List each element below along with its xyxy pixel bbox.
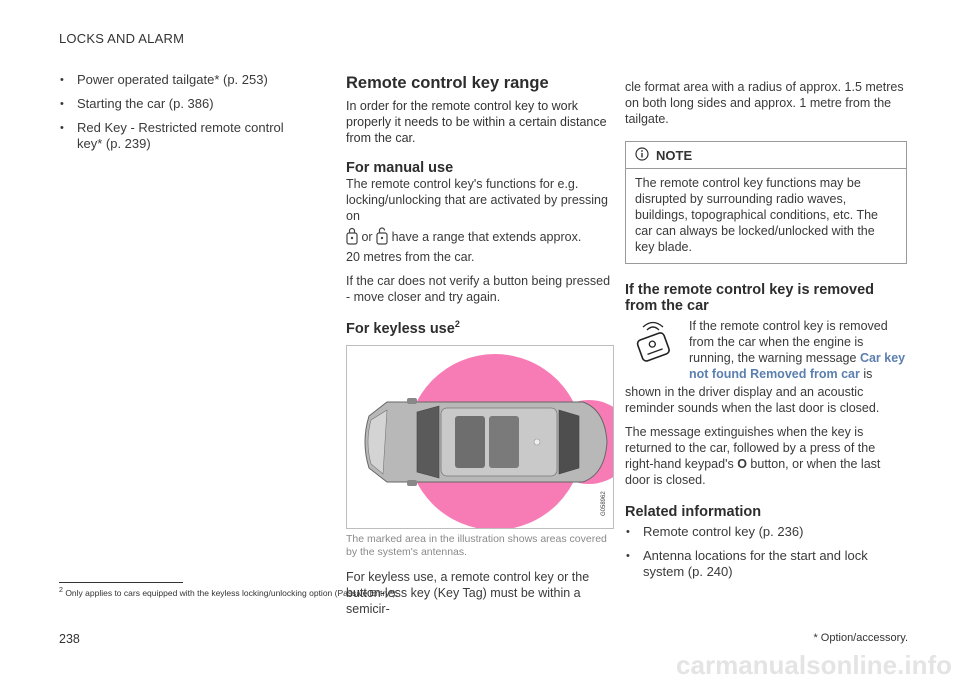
option-accessory-note: * Option/accessory. [813,632,908,644]
list-item[interactable]: • Power operated tailgate* (p. 253) [59,72,309,88]
removed-is-text: is [863,367,873,381]
removed-block [625,318,907,382]
footnote-text: Only applies to cars equipped with the keyless locking/unlocking option (Passive Entry*). [65,587,398,598]
related-info-list [625,524,907,580]
list-item[interactable]: • Remote control key (p. 236) [625,524,907,540]
range-text: have a range that extends approx. [391,230,582,244]
info-icon [635,147,649,164]
footnote-number: 2 [59,586,63,594]
keyless-continued-text: cle format area with a radius of approx. 1.5 metres on both long sides and approx. 1 metre from the tailgate. [625,80,904,126]
page-number: 238 [59,632,80,646]
article-title: Remote control key range [346,74,549,92]
note-label: NOTE [656,148,693,163]
manual-use-text [346,176,616,224]
warning-message: Car key not found Removed from car [689,351,906,381]
keyless-heading-text: For keyless use [346,320,455,337]
or-text: or [361,230,373,244]
keypad-o-button-label: O [737,457,747,471]
key-missing-icon [625,318,681,382]
column-key-removed [625,79,907,588]
manual-use-icons-line [346,227,616,249]
lock-key-icon [346,227,358,249]
manual-use-text-part: The remote control key's functions for e.g. locking/unlocking that are activated by pressing on [346,177,608,223]
antenna-range-illustration [346,345,614,529]
removed-text-continued: shown in the driver display and an acoustic reminder sounds when the last door is closed. [625,385,880,415]
list-item[interactable]: • Red Key - Restricted remote control key* (p. 239) [59,120,309,152]
related-info-heading: Related information [625,504,762,520]
figure-caption: The marked area in the illustration shows areas covered by the system's antennas. [346,532,607,558]
watermark [0,655,960,677]
range-distance-text: 20 metres from the car. [346,250,475,264]
car-top-view-illustration [347,346,613,528]
section-header: LOCKS AND ALARM [59,31,185,46]
returned-text [625,424,907,488]
watermark-text: carmanualsonline.info [676,655,952,677]
column-related-links [59,72,309,160]
intro-paragraph: In order for the remote control key to work properly it needs to be within a certain distance from the car. [346,99,607,145]
footnote-divider [59,582,183,583]
list-item[interactable]: • Starting the car (p. 386) [59,96,309,112]
keyless-use-heading [346,319,616,337]
retry-text: If the car does not verify a button being pressed - move closer and try again. [346,274,611,304]
returned-text-end: button, or when the last door is closed. [625,457,881,487]
note-header [626,142,906,169]
car-icon [365,398,607,486]
footnote-marker[interactable]: 2 [454,319,460,329]
footnote [59,586,398,598]
related-links-list [59,72,309,152]
removed-text-part: If the remote control key is removed from the car when the engine is running, the warning message [689,319,888,365]
keyless-text: For keyless use, a remote control key or the button-less key (Key Tag) must be within a semicir- [346,569,590,616]
note-box [625,141,907,264]
manual-use-heading: For manual use [346,160,454,176]
note-text: The remote control key functions may be disrupted by surrounding radio waves, buildings, topographical conditions, etc. The car can always be locked/unlocked with the key blade. [635,176,878,254]
column-key-range [346,72,616,617]
returned-text-part: The message extinguishes when the key is returned to the car, followed by a press of the right-hand keypad's [625,425,876,471]
removed-text [689,318,907,382]
removed-heading: If the remote control key is removed from the car [625,282,874,314]
unlock-key-icon [376,227,388,249]
figure-code: G058962 [601,491,607,516]
list-item[interactable]: • Antenna locations for the start and lock system (p. 240) [625,548,907,580]
